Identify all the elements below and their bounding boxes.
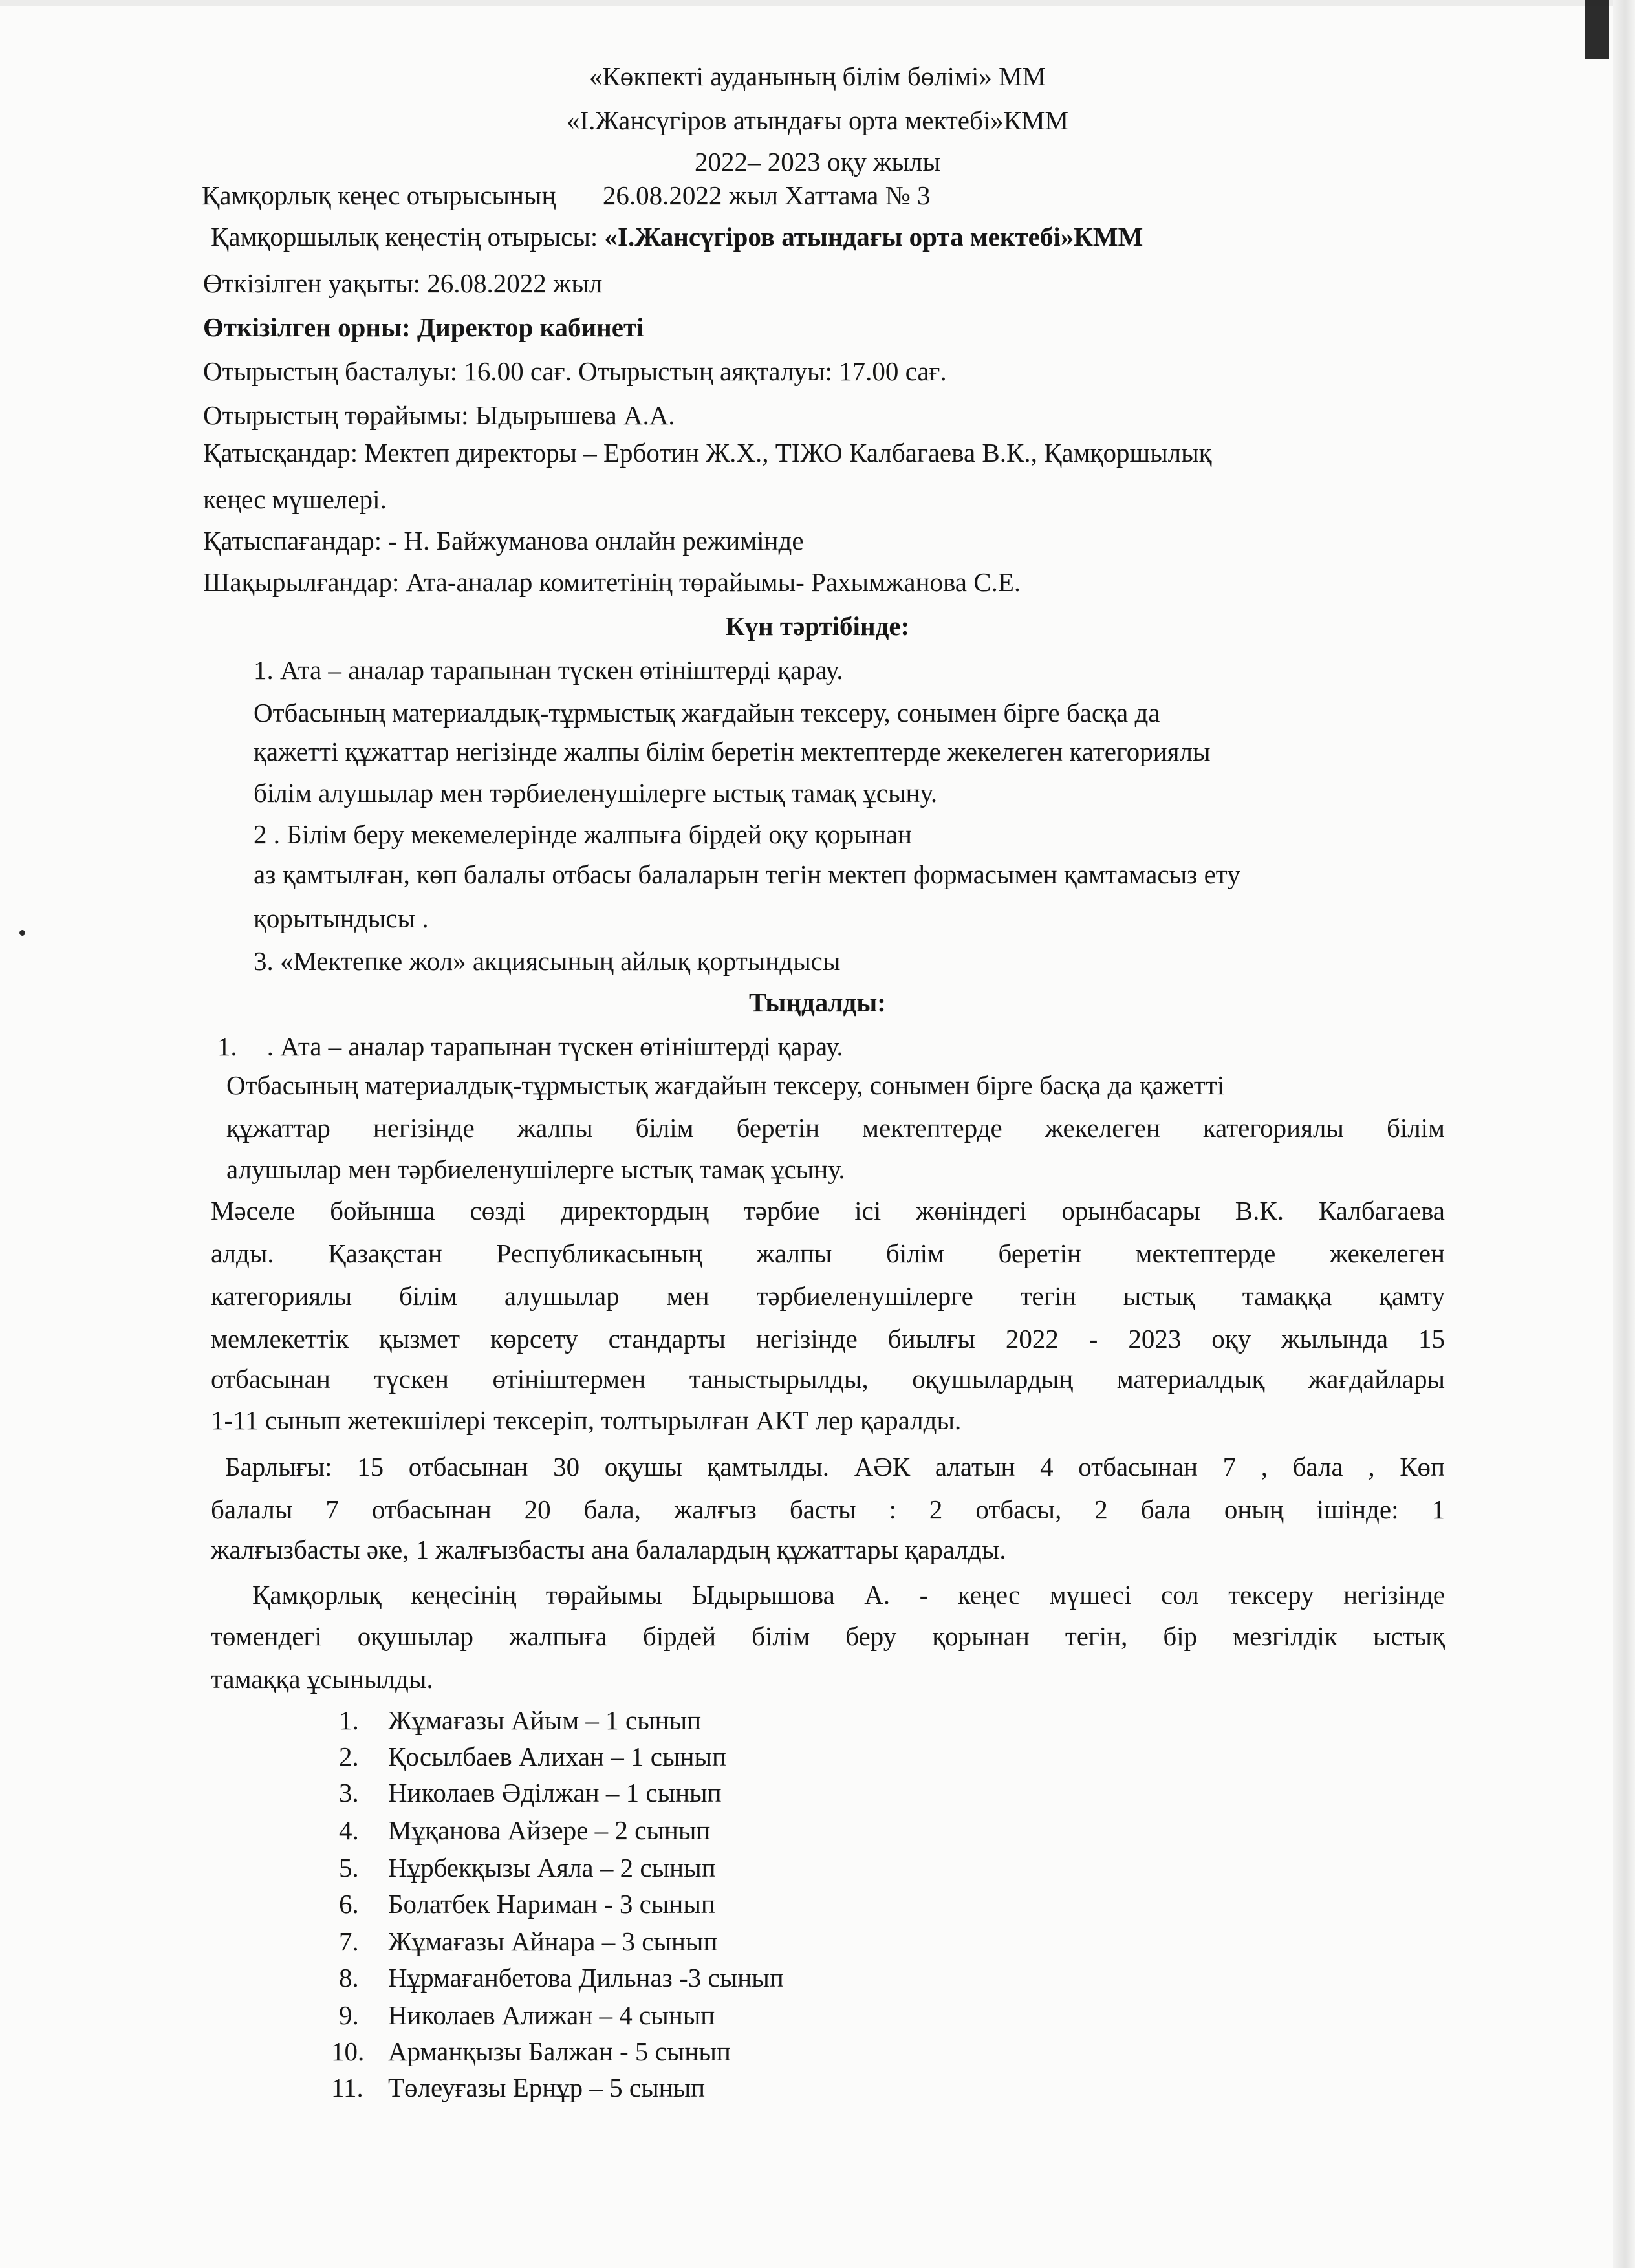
agenda-line: Отбасының материалдық-тұрмыстық жағдайын тексеру, сонымен бірге басқа да: [254, 698, 1160, 728]
student-list-item: [339, 1925, 717, 1958]
heard-para4-line: төмендегі оқушылар жалпыға бірдей білім беру қорынан тегін, бір мезгілдік ыстық: [211, 1621, 1445, 1651]
heard-para1-line: алушылар мен тәрбиеленушілерге ыстық тамақ ұсыну.: [226, 1154, 845, 1184]
scan-corner-mark: [1585, 0, 1609, 59]
student-text: Николаев Әділжан – 1 сынып: [388, 1778, 722, 1808]
student-list-item: [339, 1887, 715, 1921]
student-text: Нұрмағанбетова Дильназ -3 сынып: [388, 1963, 784, 1993]
meeting-invited: Шақырылғандар: Ата-аналар комитетінің төрайымы- Рахымжанова С.Е.: [203, 567, 1021, 597]
header-school-line: «І.Жансүгіров атындағы орта мектебі»КММ: [567, 105, 1068, 135]
heard-para1-line: Отбасының материалдық-тұрмыстық жағдайын тексеру, сонымен бірге басқа да қажетті: [226, 1070, 1225, 1100]
student-list-item: [331, 2071, 705, 2104]
student-list-item: [339, 1813, 710, 1847]
student-text: Төлеуғазы Ернұр – 5 сынып: [388, 2073, 706, 2102]
agenda-heading: Күн тәртібінде:: [725, 611, 910, 641]
heard-para2-line: Мәселе бойынша сөзді директордың тәрбие ісі жөніндегі орынбасары В.К. Калбагаева: [211, 1196, 1445, 1226]
student-list-item: [339, 1740, 726, 1773]
meeting-start-end: Отырыстың басталуы: 16.00 сағ. Отырыстың аяқталуы: 17.00 сағ.: [203, 356, 947, 386]
student-text: Николаев Алижан – 4 сынып: [388, 2000, 715, 2030]
header-year-line: 2022– 2023 оқу жылы: [694, 147, 941, 177]
agenda-line: 2 . Білім беру мекемелерінде жалпыға бірдей оқу қорынан: [254, 819, 912, 849]
student-number: 3.: [339, 1778, 359, 1808]
student-number: 5.: [339, 1853, 359, 1883]
meeting-session-value: «І.Жансүгіров атындағы орта мектебі»КММ: [604, 222, 1143, 252]
heard-para4-line: Қамқорлық кеңесінің төрайымы Ыдырышова А. - кеңес мүшесі сол тексеру негізінде: [252, 1580, 1445, 1610]
heard-para2-line: 1-11 сынып жетекшілері тексеріп, толтырылған АКТ лер қаралды.: [211, 1405, 962, 1435]
heard-para2-line: мемлекеттік қызмет көрсету стандарты негізінде биылғы 2022 - 2023 оқу жылында 15: [211, 1324, 1445, 1354]
meeting-held-time: Өткізілген уақыты: 26.08.2022 жыл: [203, 268, 603, 298]
meeting-absent: Қатыспағандар: - Н. Байжуманова онлайн режимінде: [203, 526, 804, 556]
agenda-line: 3. «Мектепке жол» акциясының айлық қортындысы: [254, 946, 841, 976]
student-number: 7.: [339, 1927, 359, 1956]
student-number: 11.: [331, 2073, 363, 2102]
student-text: Болатбек Нариман - 3 сынып: [388, 1889, 715, 1919]
agenda-line: 1. Ата – аналар тарапынан түскен өтініштерді қарау.: [254, 655, 843, 685]
meeting-participants-2: кеңес мүшелері.: [203, 484, 387, 514]
heard-para3-line: жалғызбасты әке, 1 жалғызбасты ана балалардың құжаттары қаралды.: [211, 1535, 1006, 1564]
heard-item-number: 1.: [217, 1031, 237, 1061]
scan-speck: [19, 930, 25, 936]
student-text: Нұрбекқызы Аяла – 2 сынып: [388, 1853, 716, 1883]
student-list-item: [339, 1703, 701, 1737]
student-number: 8.: [339, 1963, 359, 1993]
student-list-item: [339, 1851, 716, 1885]
student-list-item: [331, 2035, 731, 2068]
student-number: 10.: [331, 2036, 365, 2066]
meeting-session-label: Қамқоршылық кеңестің отырысы:: [211, 222, 605, 252]
agenda-line: қорытындысы .: [254, 903, 429, 933]
student-text: Жұмағазы Айым – 1 сынып: [388, 1705, 702, 1735]
heard-para4-line: тамаққа ұсынылды.: [211, 1664, 433, 1694]
agenda-line: білім алушылар мен тәрбиеленушілерге ыстық тамақ ұсыну.: [254, 778, 938, 808]
student-text: Қосылбаев Алихан – 1 сынып: [388, 1742, 726, 1771]
meeting-title: [202, 178, 931, 212]
student-text: Жұмағазы Айнара – 3 сынып: [388, 1927, 718, 1956]
student-number: 9.: [339, 2000, 359, 2030]
heard-para3-line: Барлығы: 15 отбасынан 30 оқушы қамтылды. АӘК алатын 4 отбасынан 7 , бала , Көп: [225, 1452, 1445, 1482]
scan-right-edge: [1613, 0, 1635, 2268]
meeting-chair: Отырыстың төрайымы: Ыдырышева А.А.: [203, 400, 675, 430]
scan-top-edge: [0, 0, 1635, 6]
meeting-title-prefix: Қамқорлық кеңес отырысының: [202, 180, 556, 210]
student-text: Мұқанова Айзере – 2 сынып: [388, 1815, 711, 1845]
heard-para2-line: алды. Қазақстан Республикасының жалпы білім беретін мектептерде жекелеген: [211, 1238, 1445, 1268]
student-text: Арманқызы Балжан - 5 сынып: [388, 2036, 731, 2066]
heard-item: [217, 1030, 843, 1063]
meeting-title-suffix: 26.08.2022 жыл Хаттама № 3: [602, 180, 931, 210]
meeting-session: [211, 220, 1143, 254]
student-list-item: [339, 1961, 784, 1994]
student-number: 2.: [339, 1742, 359, 1771]
meeting-participants-1: Қатысқандар: Мектеп директоры – Ерботин Ж.Х., ТІЖО Калбагаева В.К., Қамқоршылық: [203, 438, 1212, 468]
agenda-line: қажетті құжаттар негізінде жалпы білім беретін мектептерде жекелеген категориялы: [254, 737, 1211, 766]
heard-para2-line: категориялы білім алушылар мен тәрбиеленушілерге тегін ыстық тамаққа қамту: [211, 1281, 1445, 1311]
student-list-item: [339, 1998, 715, 2032]
heard-heading: Тыңдалды:: [749, 988, 886, 1017]
student-list-item: [339, 1776, 722, 1809]
agenda-line: аз қамтылған, көп балалы отбасы балаларын тегін мектеп формасымен қамтамасыз ету: [254, 859, 1240, 889]
student-number: 4.: [339, 1815, 359, 1845]
meeting-held-place: Өткізілген орны: Директор кабинеті: [203, 312, 644, 342]
student-number: 1.: [339, 1705, 359, 1735]
header-org-line: «Көкпекті ауданының білім бөлімі» ММ: [589, 61, 1046, 91]
heard-para1-line: құжаттар негізінде жалпы білім беретін мектептерде жекелеген категориялы білім: [226, 1113, 1445, 1143]
heard-item-text: . Ата – аналар тарапынан түскен өтініштерді қарау.: [266, 1031, 843, 1061]
student-number: 6.: [339, 1889, 359, 1919]
heard-para3-line: балалы 7 отбасынан 20 бала, жалғыз басты : 2 отбасы, 2 бала оның ішінде: 1: [211, 1495, 1445, 1524]
heard-para2-line: отбасынан түскен өтініштермен таныстырылды, оқушылардың материалдық жағдайлары: [211, 1364, 1445, 1394]
